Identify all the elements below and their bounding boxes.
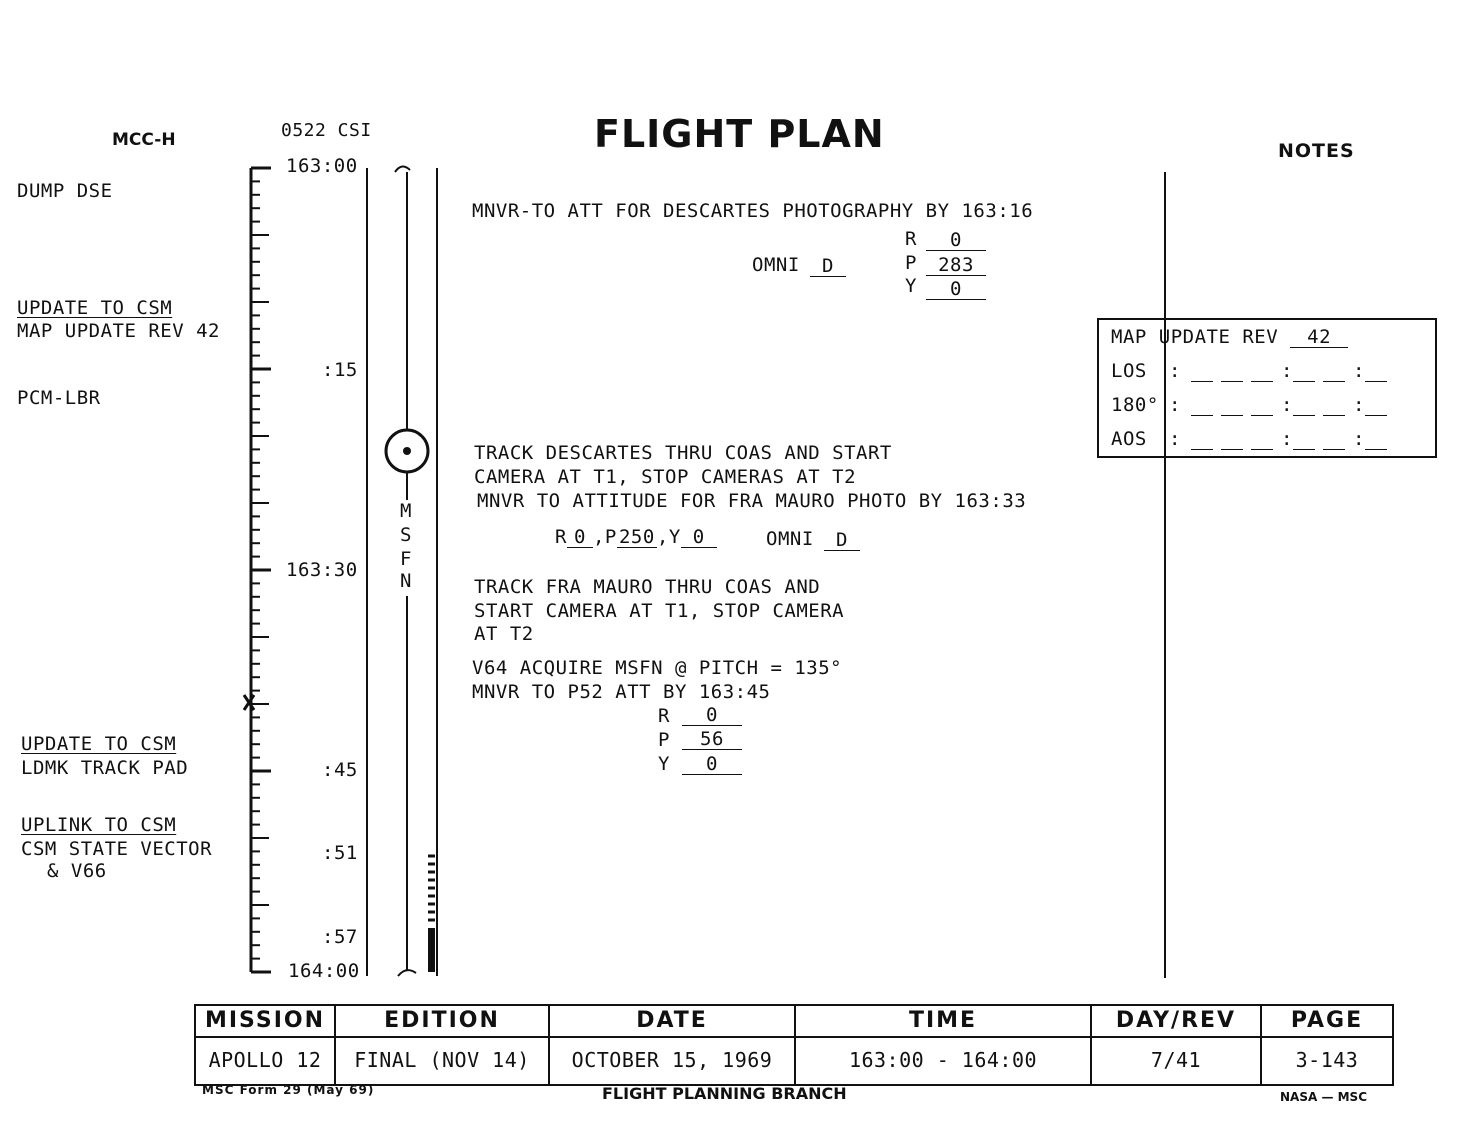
att1-r-value: 0 [926,230,986,251]
note-uplink-item1: CSM STATE VECTOR [21,838,213,860]
time-163-30: 163:30 [286,559,358,581]
footer-dayrev-value: 7/41 [1150,1048,1202,1072]
omni2-value: D [824,530,860,551]
note-update2-title: UPDATE TO CSM [21,733,177,755]
footer-date-value: OCTOBER 15, 1969 [571,1048,773,1072]
note-uplink-title: UPLINK TO CSM [21,814,177,836]
footer-col-time [796,1006,1092,1084]
form-code: 0522 CSI [281,120,372,141]
att2-r-value: 0 [567,527,593,548]
att3-r-value: 0 [682,705,742,726]
time-163-00: 163:00 [286,155,358,177]
notes-label: NOTES [1278,140,1355,162]
map-box-colon: : [1169,394,1181,416]
footer-page-value: 3-143 [1295,1048,1359,1072]
msfn-letter-m: M [400,500,412,522]
footer-mission-label: MISSION [196,1006,334,1038]
att2-y-label: Y [668,526,681,548]
footer-time-value: 163:00 - 164:00 [848,1048,1038,1072]
omni2-label: OMNI [766,528,814,550]
footer-col-dayrev [1092,1006,1262,1084]
att1-y-label: Y [905,275,917,297]
map-box-colon: : [1169,360,1181,382]
column-divider-1 [366,168,368,976]
footer-col-page [1262,1006,1392,1084]
footer-page-label: PAGE [1262,1006,1392,1038]
map-box-title-row [1111,326,1348,348]
note-update2-item: LDMK TRACK PAD [21,757,189,779]
form-number: MSC Form 29 (May 69) [202,1083,375,1097]
footer-edition-label: EDITION [336,1006,548,1038]
map-box-colon: : [1169,428,1181,450]
map-box-180-label: 180° [1111,394,1159,416]
map-box-los-label: LOS [1111,360,1147,382]
att3-r-label: R [658,705,670,727]
msfn-letter-f: F [400,548,412,570]
note-uplink-item2: & V66 [47,860,107,882]
map-box-aos-label: AOS [1111,428,1147,450]
msfn-letter-n: N [400,570,412,592]
att3-y-label: Y [658,753,670,775]
note-update1-title: UPDATE TO CSM [17,297,173,319]
att2-p-value: 250 [617,527,657,548]
map-box-title: MAP UPDATE REV [1111,326,1279,348]
footer-dayrev-label: DAY/REV [1092,1006,1260,1038]
activity-v64: V64 ACQUIRE MSFN @ PITCH = 135° [472,657,843,679]
att2-r-label: R [555,526,567,548]
att3-y-value: 0 [682,754,742,775]
agency-label: NASA — MSC [1280,1090,1368,1104]
att1-p-value: 283 [926,255,986,276]
footer-col-mission [196,1006,336,1084]
time-45: :45 [322,759,358,781]
time-51: :51 [322,842,358,864]
footer-time-label: TIME [796,1006,1090,1038]
footer-edition-value: FINAL (NOV 14) [354,1048,530,1072]
branch-label: FLIGHT PLANNING BRANCH [602,1084,847,1103]
omni1-label: OMNI [752,254,800,276]
activity-track-descartes-1: TRACK DESCARTES THRU COAS AND START [474,442,892,464]
activity-track-fra-mauro-2: START CAMERA AT T1, STOP CAMERA [474,600,845,622]
activity-mnvr-descartes: MNVR-TO ATT FOR DESCARTES PHOTOGRAPHY BY 163:16 [472,200,1034,222]
note-dump-dse: DUMP DSE [17,180,113,202]
footer-mission-value: APOLLO 12 [208,1048,322,1072]
time-164-00: 164:00 [288,960,360,982]
notes-divider [1164,172,1166,978]
activity-track-fra-mauro-1: TRACK FRA MAURO THRU COAS AND [474,576,821,598]
activity-mnvr-p52: MNVR TO P52 ATT BY 163:45 [472,681,771,703]
att2-line: R 0 ,P 250 ,Y 0 [555,526,717,548]
footer-col-date [550,1006,796,1084]
footer-date-label: DATE [550,1006,794,1038]
footer-table [194,1004,1394,1086]
time-15: :15 [322,359,358,381]
att2-p-label: P [604,526,617,548]
map-box-los-row: LOS : : : [1111,360,1395,382]
att2-y-value: 0 [681,527,717,548]
time-57: :57 [322,926,358,948]
att1-r-label: R [905,228,917,250]
note-update1-item: MAP UPDATE REV 42 [17,320,220,342]
footer-col-edition [336,1006,550,1084]
activity-track-descartes-2: CAMERA AT T1, STOP CAMERAS AT T2 [474,466,857,488]
omni1-value: D [810,256,846,277]
att1-y-value: 0 [926,279,986,300]
org-label: MCC-H [112,130,176,150]
msfn-letter-s: S [400,524,412,546]
att1-p-label: P [905,252,917,274]
activity-mnvr-fra-mauro: MNVR TO ATTITUDE FOR FRA MAURO PHOTO BY 163:33 [477,490,1027,512]
att3-p-value: 56 [682,729,742,750]
map-update-box [1097,318,1437,458]
note-pcm: PCM-LBR [17,387,101,409]
att3-p-label: P [658,729,670,751]
map-box-aos-row: AOS : : : [1111,428,1395,450]
map-box-rev: 42 [1290,327,1348,348]
map-box-180-row: 180° : : : [1111,394,1395,416]
page-title: FLIGHT PLAN [594,112,885,156]
activity-track-fra-mauro-3: AT T2 [474,623,534,645]
time-scale [240,160,280,980]
